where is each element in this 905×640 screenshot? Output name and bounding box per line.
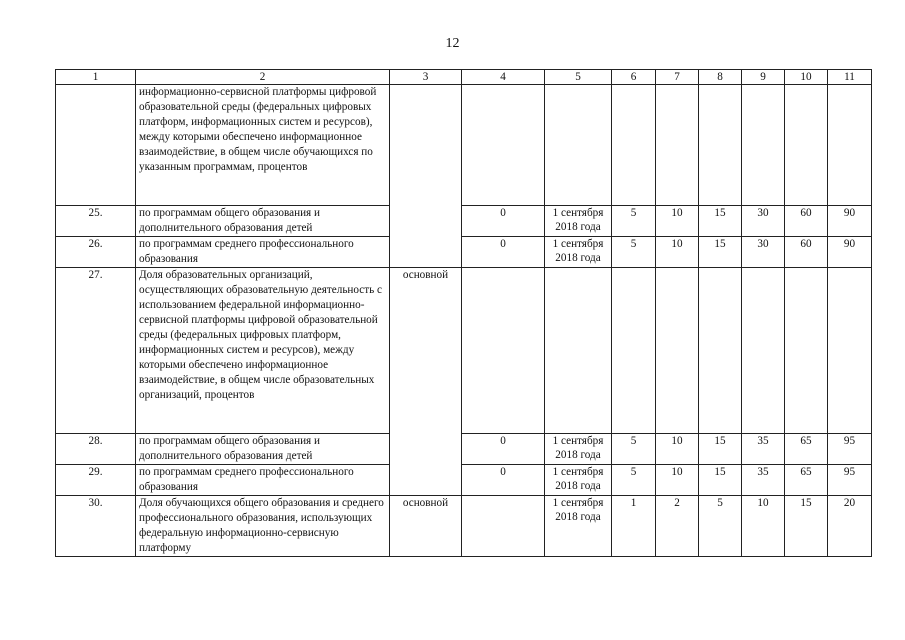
row-base-value [462, 85, 545, 206]
row-base-value [462, 268, 545, 434]
row-base-date [545, 85, 612, 206]
column-header: 11 [828, 70, 872, 85]
row-value [656, 268, 699, 434]
column-header: 7 [656, 70, 699, 85]
row-value: 65 [785, 434, 828, 465]
row-number: 26. [56, 237, 136, 268]
row-value: 35 [742, 465, 785, 496]
table-row [56, 268, 872, 434]
column-header: 4 [462, 70, 545, 85]
row-text: по программам среднего профессионального образования [136, 237, 390, 268]
row-value [828, 85, 872, 206]
row-number [56, 85, 136, 206]
row-value: 5 [612, 206, 656, 237]
column-header: 3 [390, 70, 462, 85]
row-value: 1 [612, 496, 656, 557]
row-value: 10 [742, 496, 785, 557]
row-level [390, 206, 462, 237]
column-header: 10 [785, 70, 828, 85]
row-value: 65 [785, 465, 828, 496]
row-value: 30 [742, 206, 785, 237]
table-row [56, 237, 872, 268]
table-header-row [56, 70, 872, 85]
row-base-value: 0 [462, 465, 545, 496]
row-value: 60 [785, 206, 828, 237]
row-value: 5 [612, 434, 656, 465]
row-value: 5 [612, 237, 656, 268]
table-row [56, 85, 872, 206]
row-value: 15 [699, 434, 742, 465]
row-value: 15 [699, 206, 742, 237]
row-value [785, 85, 828, 206]
row-value: 15 [785, 496, 828, 557]
row-value: 90 [828, 237, 872, 268]
row-value: 60 [785, 237, 828, 268]
row-value [699, 268, 742, 434]
row-number: 29. [56, 465, 136, 496]
row-number: 27. [56, 268, 136, 434]
row-value [828, 268, 872, 434]
row-text: по программам общего образования и дополнительного образования детей [136, 434, 390, 465]
row-value [699, 85, 742, 206]
column-header: 1 [56, 70, 136, 85]
row-value: 95 [828, 434, 872, 465]
row-value: 15 [699, 465, 742, 496]
row-value: 95 [828, 465, 872, 496]
page-number: 12 [445, 36, 460, 51]
row-base-value [462, 496, 545, 557]
column-header: 6 [612, 70, 656, 85]
row-level [390, 434, 462, 465]
row-value [785, 268, 828, 434]
row-text: по программам общего образования и дополнительного образования детей [136, 206, 390, 237]
row-base-date: 1 сентября 2018 года [545, 237, 612, 268]
row-value [656, 85, 699, 206]
row-level [390, 237, 462, 268]
row-value [612, 268, 656, 434]
row-base-date [545, 268, 612, 434]
row-value: 10 [656, 465, 699, 496]
column-header: 5 [545, 70, 612, 85]
row-base-date: 1 сентября 2018 года [545, 206, 612, 237]
row-base-date: 1 сентября 2018 года [545, 465, 612, 496]
row-value [612, 85, 656, 206]
indicators-table [55, 69, 872, 557]
row-value [742, 268, 785, 434]
table-row [56, 434, 872, 465]
column-header: 2 [136, 70, 390, 85]
table-row [56, 496, 872, 557]
row-base-date: 1 сентября 2018 года [545, 496, 612, 557]
row-value: 30 [742, 237, 785, 268]
row-base-value: 0 [462, 237, 545, 268]
row-base-date: 1 сентября 2018 года [545, 434, 612, 465]
row-text: информационно-сервисной платформы цифровой образовательной среды (федеральных цифровых платформ, информационных систем и ресурсов), между которыми обеспечено информационное взаимодействие, в общем числе обучающихся по указанным программам, процентов [136, 85, 390, 206]
row-base-value: 0 [462, 206, 545, 237]
row-number: 28. [56, 434, 136, 465]
row-value: 15 [699, 237, 742, 268]
row-level: основной [390, 268, 462, 434]
row-level: основной [390, 496, 462, 557]
row-text: Доля образовательных организаций, осуществляющих образовательную деятельность с использованием федеральной информационно-сервисной платформы цифровой образовательной среды (федеральных цифровых платформ, информационных систем и ресурсов), между которыми обеспечено информационное взаимодействие, в общем числе образовательных организаций, процентов [136, 268, 390, 434]
row-value: 10 [656, 237, 699, 268]
row-value: 5 [699, 496, 742, 557]
row-level [390, 465, 462, 496]
row-base-value: 0 [462, 434, 545, 465]
column-header: 8 [699, 70, 742, 85]
row-value: 10 [656, 206, 699, 237]
row-text: по программам среднего профессионального образования [136, 465, 390, 496]
row-number: 25. [56, 206, 136, 237]
row-value: 5 [612, 465, 656, 496]
row-level [390, 85, 462, 206]
row-value: 20 [828, 496, 872, 557]
row-value: 2 [656, 496, 699, 557]
table-row [56, 206, 872, 237]
row-value [742, 85, 785, 206]
row-value: 10 [656, 434, 699, 465]
row-number: 30. [56, 496, 136, 557]
column-header: 9 [742, 70, 785, 85]
table-row [56, 465, 872, 496]
row-text: Доля обучающихся общего образования и среднего профессионального образования, использующих федеральную информационно-сервисную платформу [136, 496, 390, 557]
row-value: 90 [828, 206, 872, 237]
row-value: 35 [742, 434, 785, 465]
